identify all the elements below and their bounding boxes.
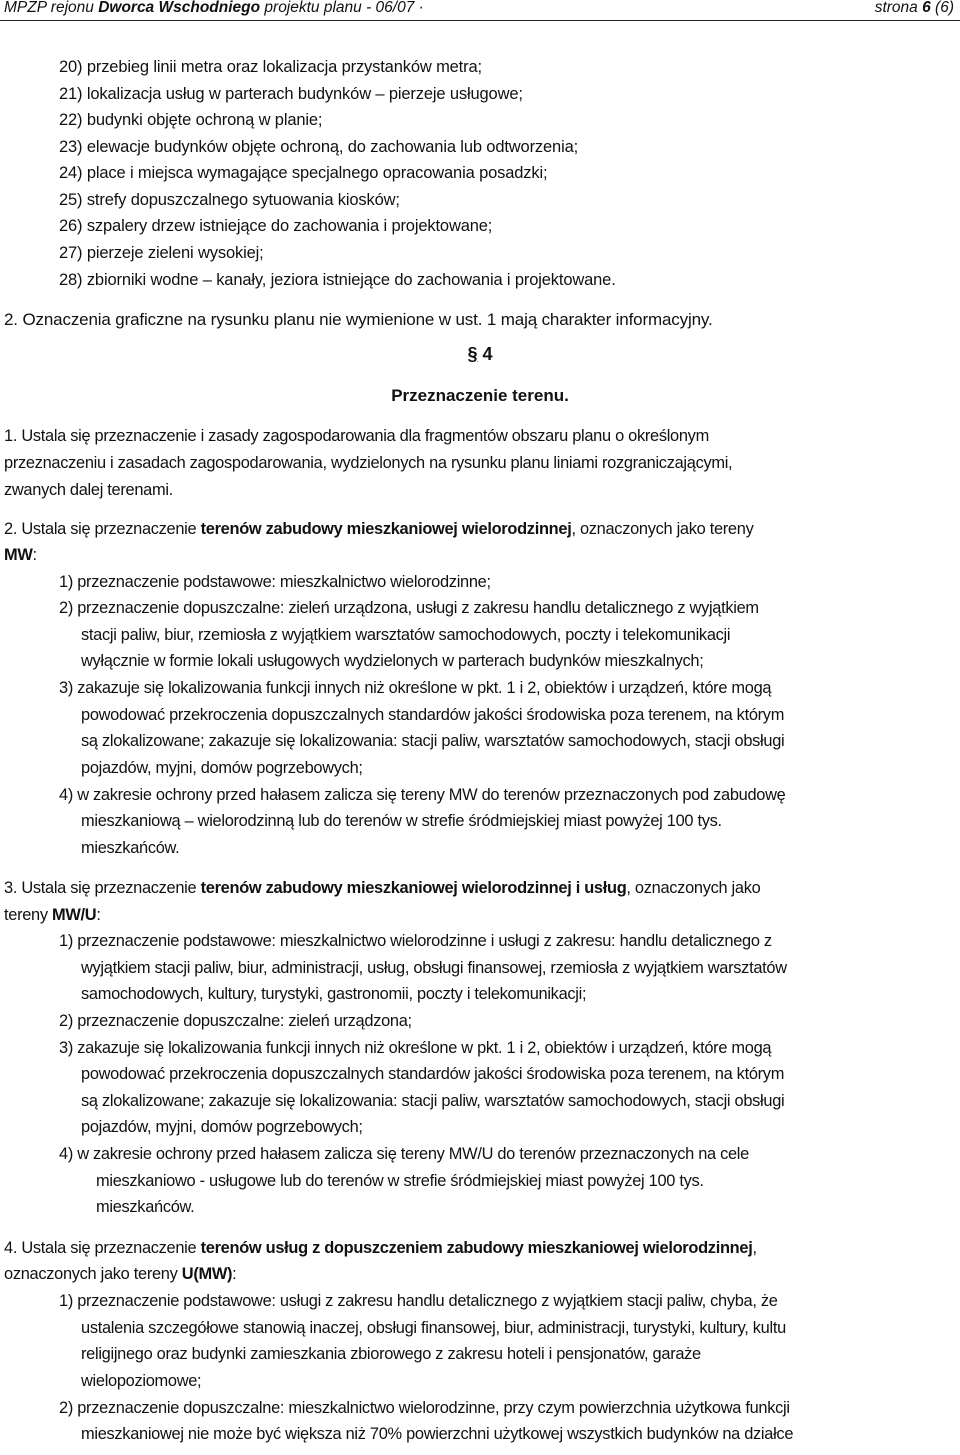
paragraph-4-code: oznaczonych jako tereny U(MW): [4,1265,237,1283]
list-item: 24) place i miejsca wymagające specjalnego opracowania posadzki; [59,164,548,182]
mw-item-cont: stacji paliw, biur, rzemiosła z wyjątkiem warsztatów samochodowych, poczty i telekomunikacji [81,626,731,644]
page-header [0,0,960,21]
list-item: 22) budynki objęte ochroną w planie; [59,111,323,129]
umw-item: 2) przeznaczenie dopuszczalne: mieszkalnictwo wielorodzinne, przy czym powierzchnia użytkowa funkcji [59,1399,790,1417]
mwu-item-cont: są zlokalizowane; zakazuje się lokalizowania: stacji paliw, warsztatów samochodowych, stacji obsługi [81,1092,785,1110]
list-item: 28) zbiorniki wodne – kanały, jeziora istniejące do zachowania i projektowane. [59,271,616,289]
list-item: 25) strefy dopuszczalnego sytuowania kiosków; [59,191,400,209]
paragraph-1-line: przeznaczeniu i zasadach zagospodarowania, wydzielonych na rysunku planu liniami rozgraniczającymi, [4,454,733,472]
umw-item-cont: ustalenia szczegółowe stanowią inaczej, obsługi finansowej, biur, administracji, turystyki, kultury, kultu [81,1319,786,1337]
mw-item: 4) w zakresie ochrony przed hałasem zalicza się tereny MW do terenów przeznaczonych pod zabudowę [59,786,786,804]
paragraph-2-intro: 2. Ustala się przeznaczenie terenów zabudowy mieszkaniowej wielorodzinnej, oznaczonych jako tereny [4,520,754,538]
section-number: § 4 [467,344,493,364]
mwu-item-cont: wyjątkiem stacji paliw, biur, administracji, usług, obsługi finansowej, rzemiosła z wyjątkiem warsztatów [81,959,787,977]
mw-item: 1) przeznaczenie podstawowe: mieszkalnictwo wielorodzinne; [59,573,491,591]
list-item: 27) pierzeje zieleni wysokiej; [59,244,264,262]
mwu-item: 4) w zakresie ochrony przed hałasem zalicza się tereny MW/U do terenów przeznaczonych na cele [59,1145,749,1163]
mw-item-cont: wyłącznie w formie lokali usługowych wydzielonych w parterach budynków mieszkalnych; [81,652,704,670]
mwu-item-cont: mieszkańców. [96,1198,195,1216]
mw-item: 2) przeznaczenie dopuszczalne: zieleń urządzona, usługi z zakresu handlu detalicznego z wyjątkiem [59,599,759,617]
paragraph-1-line: zwanych dalej terenami. [4,481,173,499]
mwu-item-cont: mieszkaniowo - usługowe lub do terenów w strefie śródmiejskiej miast powyżej 100 tys. [96,1172,704,1190]
paragraph-4-intro: 4. Ustala się przeznaczenie terenów usług z dopuszczeniem zabudowy mieszkaniowej wielorodzinnej, [4,1239,757,1257]
mwu-item: 2) przeznaczenie dopuszczalne: zieleń urządzona; [59,1012,412,1030]
informational-note: 2. Oznaczenia graficzne na rysunku planu nie wymienione w ust. 1 mają charakter informacyjny. [4,310,713,329]
list-item: 26) szpalery drzew istniejące do zachowania i projektowane; [59,217,493,235]
mw-item-cont: są zlokalizowane; zakazuje się lokalizowania: stacji paliw, warsztatów samochodowych, stacji obsługi [81,732,785,750]
paragraph-3-code: tereny MW/U: [4,906,101,924]
list-item: 23) elewacje budynków objęte ochroną, do zachowania lub odtworzenia; [59,138,579,156]
page-number: strona 6 (6) [874,0,954,16]
umw-item: 1) przeznaczenie podstawowe: usługi z zakresu handlu detalicznego z wyjątkiem stacji paliw, chyba, że [59,1292,778,1310]
mw-item: 3) zakazuje się lokalizowania funkcji innych niż określone w pkt. 1 i 2, obiektów i urządzeń, które mogą [59,679,772,697]
mwu-item-cont: samochodowych, kultury, turystyki, gastronomii, poczty i telekomunikacji; [81,985,587,1003]
mwu-item: 3) zakazuje się lokalizowania funkcji innych niż określone w pkt. 1 i 2, obiektów i urządzeń, które mogą [59,1039,772,1057]
umw-item-cont: wielopoziomowe; [81,1372,202,1390]
mw-item-cont: mieszkaniową – wielorodzinną lub do terenów w strefie śródmiejskiej miast powyżej 100 tys. [81,812,722,830]
list-item: 20) przebieg linii metra oraz lokalizacja przystanków metra; [59,58,482,76]
mwu-item-cont: pojazdów, myjni, domów pogrzebowych; [81,1118,363,1136]
mwu-item-cont: powodować przekroczenia dopuszczalnych standardów jakości środowiska poza terenem, na którym [81,1065,785,1083]
list-item: 21) lokalizacja usług w parterach budynków – pierzeje usługowe; [59,85,523,103]
paragraph-3-intro: 3. Ustala się przeznaczenie terenów zabudowy mieszkaniowej wielorodzinnej i usług, oznaczonych jako [4,879,761,897]
umw-item-cont: mieszkaniowej nie może być większa niż 70% powierzchni użytkowej wszystkich budynków na działce [81,1425,794,1443]
mw-item-cont: pojazdów, myjni, domów pogrzebowych; [81,759,363,777]
document-title: MPZP rejonu Dworca Wschodniego projektu planu - 06/07 · [4,0,424,16]
mwu-item: 1) przeznaczenie podstawowe: mieszkalnictwo wielorodzinne i usługi z zakresu: handlu detalicznego z [59,932,772,950]
section-title: Przeznaczenie terenu. [391,386,569,405]
paragraph-1-line: 1. Ustala się przeznaczenie i zasady zagospodarowania dla fragmentów obszaru planu o określonym [4,427,709,445]
mw-item-cont: powodować przekroczenia dopuszczalnych standardów jakości środowiska poza terenem, na którym [81,706,785,724]
mw-item-cont: mieszkańców. [81,839,180,857]
umw-item-cont: religijnego oraz budynki zamieszkania zbiorowego z zakresu hoteli i pensjonatów, garaże [81,1345,701,1363]
paragraph-2-code: MW: [4,546,37,564]
